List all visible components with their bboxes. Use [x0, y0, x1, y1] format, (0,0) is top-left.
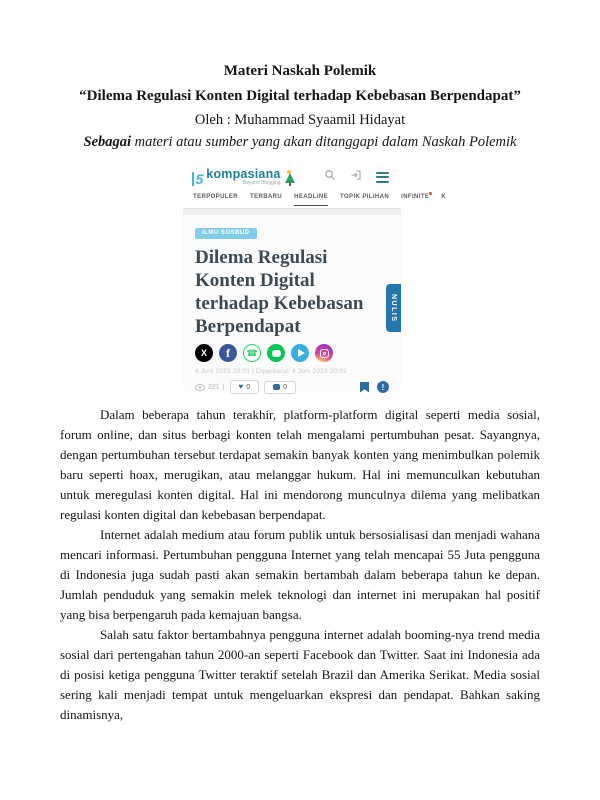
kompasiana-logo-mark-icon: 5 [192, 172, 203, 186]
note-rest: materi atau sumber yang akan ditanggapi dalam Naskah Polemik [131, 134, 517, 150]
tab-topik-pilihan[interactable]: TOPIK PILIHAN [340, 194, 390, 200]
author-line: Oleh : Muhammad Syaamil Hidayat [194, 112, 406, 128]
nulis-write-button[interactable]: NULIS [386, 284, 401, 332]
tab-infinite[interactable]: INFINITE [401, 192, 429, 200]
kompasiana-tagline: Beyond Blogging [242, 180, 281, 186]
kompasiana-logo[interactable] [192, 168, 296, 186]
report-info-icon[interactable]: ! [377, 381, 389, 393]
article-card [183, 215, 401, 391]
login-icon[interactable] [350, 168, 362, 186]
x-twitter-share-icon[interactable]: X [195, 344, 213, 362]
tab-headline[interactable]: HEADLINE [294, 192, 328, 206]
view-count: 221 | [195, 384, 225, 391]
article-stats [195, 380, 401, 394]
kompasiana-logo-text: kompasiana [206, 167, 281, 181]
site-nav-tabs [183, 192, 447, 209]
note-line [0, 134, 600, 151]
christmas-tree-icon [284, 170, 296, 186]
tab-kotak-cut[interactable]: K [441, 194, 447, 200]
page-subtitle: “Dilema Regulasi Konten Digital terhadap Kebebasan Berpendapat” [79, 88, 521, 104]
bookmark-icon[interactable] [360, 382, 369, 393]
share-buttons [195, 344, 401, 362]
tab-terpopuler[interactable]: TERPOPULER [193, 194, 239, 200]
stats-separator: | [222, 383, 225, 391]
document-body [60, 405, 540, 725]
heart-icon: ♥ [238, 382, 244, 391]
document-header [0, 0, 600, 151]
hamburger-menu-icon[interactable] [376, 172, 389, 183]
site-header [183, 162, 401, 192]
paragraph-2: Internet adalah medium atau forum publik untuk bersosialisasi dan menjadi wahana mencari informasi. Pertumbuhan pengguna Internet yang telah mencapai 55 Juta pengguna di Indonesia juga sudah pasti akan semakin bertambah dalam beberapa tahun ke depan. Jumlah penduduk yang semakin melek teknologi dan internet ini merupakan hal positif yang bisa berpengaruh pada kemajuan bangsa. [60, 527, 540, 622]
note-lead: Sebagai [83, 134, 132, 150]
new-indicator-dot [429, 192, 432, 195]
facebook-share-icon[interactable]: f [219, 344, 237, 362]
article-meta: 4 Juni 2023 20:01 | Diperbarui: 4 Juni 2023 20:02 [195, 368, 348, 375]
page-title: Materi Naskah Polemik [223, 63, 377, 79]
like-count: 0 [246, 383, 251, 391]
kompasiana-screenshot [183, 162, 447, 392]
eye-icon [195, 384, 205, 391]
comment-button[interactable] [264, 381, 296, 394]
paragraph-1: Dalam beberapa tahun terakhir, platform-platform digital seperti media sosial, forum online, dan situs berbagi konten telah mengalami pertumbuhan pesat. Sayangnya, dengan pertumbuhan tersebut terdapat semakin banyak konten yang menimbulkan polemik baru seperti hoax, merugikan, atau melanggar hukum. Hal ini memunculkan kebutuhan untuk meregulasi konten digital. Hal ini mendorong munculnya dilema yang melibatkan regulasi konten digital dan kebebasan berpendapat. [60, 407, 540, 522]
line-share-icon[interactable] [267, 344, 285, 362]
whatsapp-share-icon[interactable]: ☎ [243, 344, 261, 362]
category-badge[interactable]: ILMU SOSBUD [195, 228, 257, 239]
tab-terbaru[interactable]: TERBARU [250, 194, 283, 200]
paragraph-3: Salah satu faktor bertambahnya pengguna internet adalah booming-nya trend media sosial dari pertengahan tahun 2000-an seperti Facebook dan Twitter. Saat ini Indonesia ada di posisi ketiga pengguna Twitter teraktif setelah Brazil dan Amerika Serikat. Media sosial sering kali menjadi tempat untuk mengeluarkan ekspresi dan pendapat. Bahkan saking dinamisnya, [60, 627, 540, 722]
telegram-share-icon[interactable] [291, 344, 309, 362]
instagram-share-icon[interactable] [315, 344, 333, 362]
comment-count: 0 [283, 383, 288, 391]
like-button[interactable] [230, 380, 260, 394]
search-icon[interactable] [324, 168, 336, 186]
comment-icon [273, 384, 280, 390]
article-headline[interactable]: Dilema Regulasi Konten Digital terhadap Kebebasan Berpendapat [195, 247, 364, 337]
